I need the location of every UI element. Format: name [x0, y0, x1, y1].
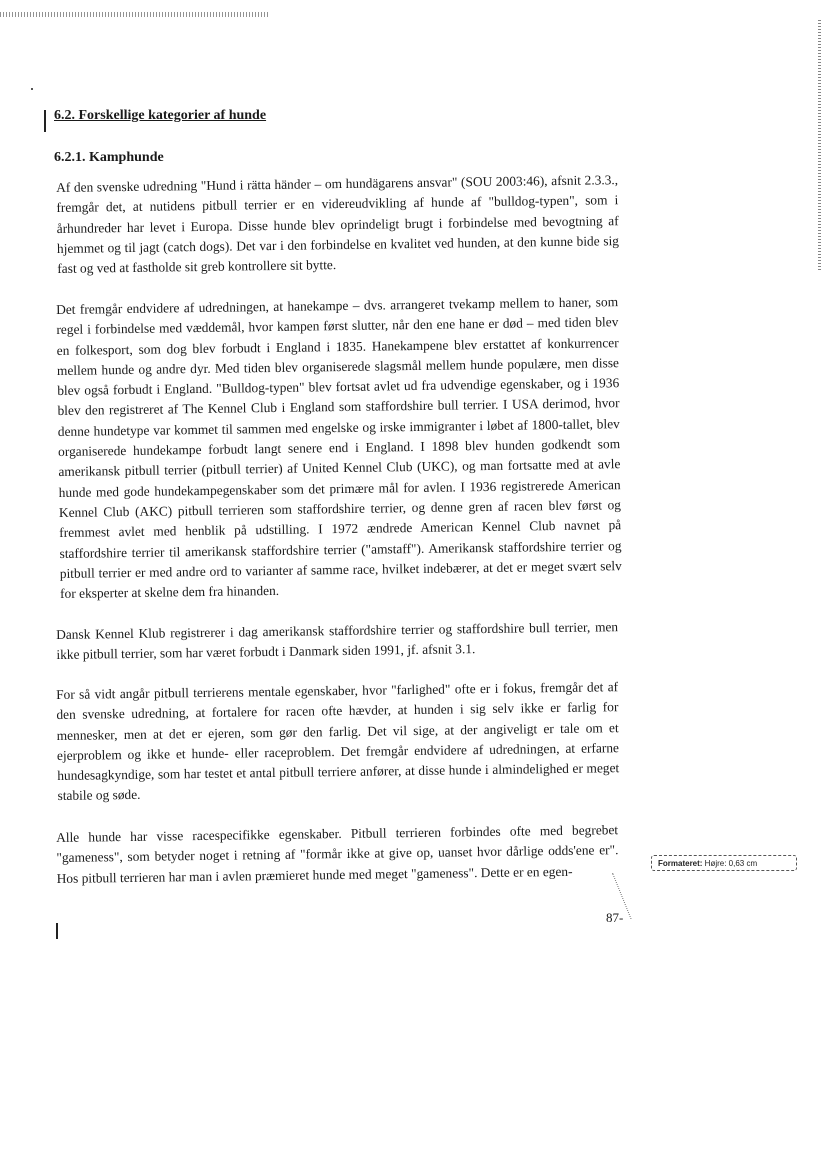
section-heading: 6.2. Forskellige kategorier af hunde: [54, 108, 267, 123]
scan-artifact-top: [0, 12, 270, 17]
paragraph-5: Alle hunde har visse racespecifikke egenskaber. Pitbull terrieren forbindes ofte med begrebet "gameness", som betyder noget i retning af "formår ikke at give op, uanset hvor dårlige odds'ene er". Hos pitbull terrieren har man i avlen præmieret hunde med meget "gameness". Dette er en egen-: [56, 821, 619, 886]
stray-mark: [31, 88, 33, 90]
page-number: 87-: [606, 910, 624, 925]
change-bar-top: [44, 110, 46, 132]
body-text: [56, 172, 622, 909]
paragraph-4: For så vidt angår pitbull terrierens mentale egenskaber, hvor "farlighed" ofte er i fokus, fremgår det af den svenske udredning, at fortalere for racen ofte hævder, at hunden i sig selv ikke er farlig for mennesker, men at det er ejeren, som gør den farlig. Det vil sige, at der angiveligt er tale om et ejerproblem og ikke et hunde- eller raceproblem. Det fremgår endvidere af udredningen, at erfarne hundesagkyndige, som har testet et antal pitbull terriere anfører, at disse hunde i almindelighed er meget stabile og søde.: [56, 679, 620, 804]
formatting-comment-balloon[interactable]: [651, 855, 797, 871]
paragraph-3: Dansk Kennel Klub registrerer i dag amerikansk staffordshire terrier og staffordshire bull terrier, men ikke pitbull terrier, som har været forbudt i Danmark siden 1991, jf. afsnit 3.1.: [56, 618, 619, 662]
change-bar-bottom: [56, 923, 58, 939]
paragraph-1: Af den svenske udredning "Hund i rätta händer – om hundägarens ansvar" (SOU 2003:46), afsnit 2.3.3., fremgår det, at nutidens pitbull terrier er en videreudvikling af hunde af "bulldog-typen", som i århundreder har levet i Europa. Disse hunde blev oprindeligt brugt i forbindelse med bevogtning af hjemmet og til jagt (catch dogs). Det var i den forbindelse en kvalitet ved hunden, at den kunne bide sig fast og ved at fastholde sit greb kontrollere sit bytte.: [56, 172, 620, 277]
paragraph-2: Det fremgår endvidere af udredningen, at hanekampe – dvs. arrangeret tvekamp mellem to haner, som regel i forbindelse med væddemål, hvor kampen først slutter, når den ene hane er død – med tiden blev en folkesport, som dog blev forbudt i England i 1835. Hanekampene blev erstattet af konkurrencer mellem hunde og andre dyr. Med tiden blev organiserede slagsmål mellem hunde populære, men disse blev også forbudt i England. "Bulldog-typen" blev fortsat avlet ud fra udvendige egenskaber, og i 1936 blev den registreret af The Kennel Club i England som staffordshire bull terrier. I USA derimod, hvor denne hundetype var kommet til sammen med engelske og irske immigranter i løbet af 1800-tallet, blev organiserede hundekampe forbudt langt senere end i England. I 1898 blev hunden godkendt som amerikansk pitbull terrier (pitbull terrier) af United Kennel Club (UKC), og man fortsatte med at avle hunde med gode hundekampegenskaber som det primære mål for avlen. I 1936 registrerede American Kennel Club (AKC) pitbull terrieren som staffordshire terrier, og denne gren af racen blev først og fremmest avlet med henblik på udstilling. I 1972 ændrede American Kennel Club navnet på staffordshire terrier til amerikansk staffordshire terrier ("amstaff"). Amerikansk staffordshire terrier og pitbull terrier er med andre ord to varianter af samme race, hvilket indebærer, at det er meget svært selv for eksperter at skelne dem fra hinanden.: [56, 293, 622, 601]
scan-artifact-right: [818, 20, 821, 270]
comment-label: Formateret:: [658, 859, 703, 868]
comment-text: Højre: 0,63 cm: [702, 859, 758, 868]
subsection-heading: 6.2.1. Kamphunde: [54, 150, 164, 165]
